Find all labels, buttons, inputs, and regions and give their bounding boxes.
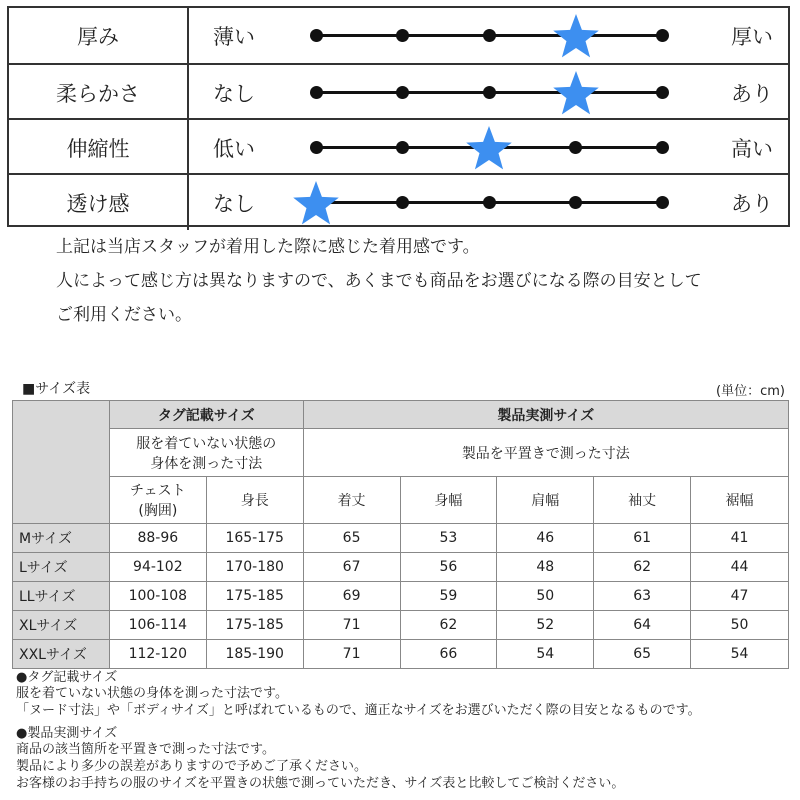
feel-label: 伸縮性 [9, 120, 189, 175]
col-length: 着丈 [303, 477, 400, 524]
measure-value: 71 [303, 611, 400, 640]
height-value: 175-185 [206, 582, 303, 611]
measure-value: 53 [400, 524, 497, 553]
measure-value: 50 [497, 582, 594, 611]
note-line-1: 上記は当店スタッフが着用した際に感じた着用感です。 [56, 237, 480, 257]
col-hem: 裾幅 [691, 477, 789, 524]
measure-value: 62 [400, 611, 497, 640]
feel-right-label: あり [731, 191, 773, 216]
measure-value: 62 [594, 553, 691, 582]
group-tag-header: タグ記載サイズ [109, 401, 303, 429]
footnote-line: 商品の該当箇所を平置きで測った寸法です。 [16, 742, 275, 757]
height-value: 185-190 [206, 640, 303, 669]
chest-value: 94-102 [109, 553, 206, 582]
size-table-title: ■サイズ表 [22, 381, 91, 397]
measure-value: 50 [691, 611, 789, 640]
feel-label: 透け感 [9, 175, 189, 230]
chest-value: 106-114 [109, 611, 206, 640]
scale-dot [396, 29, 409, 42]
measure-value: 65 [303, 524, 400, 553]
height-value: 170-180 [206, 553, 303, 582]
col-body-width: 身幅 [400, 477, 497, 524]
footnote-line: ●タグ記載サイズ [16, 670, 118, 685]
scale-dot [310, 86, 323, 99]
table-row [13, 553, 789, 582]
scale-dot [569, 141, 582, 154]
size-table [12, 400, 789, 669]
size-label: XXLサイズ [13, 640, 110, 669]
table-row [13, 611, 789, 640]
col-sleeve: 袖丈 [594, 477, 691, 524]
measure-value: 56 [400, 553, 497, 582]
rating-star-icon [465, 124, 513, 172]
scale-dot [483, 29, 496, 42]
measure-value: 46 [497, 524, 594, 553]
measure-value: 65 [594, 640, 691, 669]
measure-value: 47 [691, 582, 789, 611]
scale-dot [569, 196, 582, 209]
size-label: LLサイズ [13, 582, 110, 611]
tag-desc-line-1: 服を着ていない状態の [136, 435, 277, 452]
scale-dot [483, 86, 496, 99]
footnote-line: 「ヌード寸法」や「ボディサイズ」と呼ばれているもので、適正なサイズをお選びいただく際の目安となるものです。 [16, 703, 701, 718]
measure-value: 59 [400, 582, 497, 611]
feel-table [7, 6, 790, 227]
unit-label: (単位：cm) [716, 384, 785, 399]
table-row [13, 640, 789, 669]
size-label: XLサイズ [13, 611, 110, 640]
measure-value: 44 [691, 553, 789, 582]
scale-dot [396, 196, 409, 209]
footnote-line: 服を着ていない状態の身体を測った寸法です。 [16, 686, 288, 701]
col-chest-line-2: (胸囲) [138, 503, 178, 519]
tag-desc-line-2: 身体を測った寸法 [150, 455, 263, 472]
size-label: Lサイズ [13, 553, 110, 582]
rating-star-icon [292, 179, 340, 227]
feel-row [9, 173, 788, 230]
measure-value: 63 [594, 582, 691, 611]
feel-left-label: 低い [213, 136, 255, 161]
measure-value: 71 [303, 640, 400, 669]
footnote-line: 製品により多少の誤差がありますので予めご了承ください。 [16, 759, 368, 774]
height-value: 175-185 [206, 611, 303, 640]
scale-dot [656, 196, 669, 209]
scale-dot [656, 141, 669, 154]
actual-desc: 製品を平置きで測った寸法 [303, 429, 788, 477]
corner-cell [13, 401, 110, 524]
feel-label: 厚み [9, 8, 189, 63]
rating-star-icon [552, 12, 600, 60]
feel-right-label: あり [731, 81, 773, 106]
scale-dot [310, 141, 323, 154]
feel-row [9, 8, 788, 63]
feel-left-label: なし [213, 81, 255, 106]
rating-star-icon [552, 69, 600, 117]
feel-right-label: 高い [731, 136, 773, 161]
tag-desc [109, 429, 303, 477]
chest-value: 88-96 [109, 524, 206, 553]
chest-value: 100-108 [109, 582, 206, 611]
measure-value: 67 [303, 553, 400, 582]
measure-value: 52 [497, 611, 594, 640]
measure-value: 61 [594, 524, 691, 553]
scale-dot [656, 86, 669, 99]
footnote-line: ●製品実測サイズ [16, 726, 118, 741]
col-shoulder: 肩幅 [497, 477, 594, 524]
table-row [13, 582, 789, 611]
height-value: 165-175 [206, 524, 303, 553]
scale-dot [396, 141, 409, 154]
feel-row [9, 118, 788, 175]
size-label: Mサイズ [13, 524, 110, 553]
measure-value: 54 [497, 640, 594, 669]
scale-dot [483, 196, 496, 209]
scale-dot [396, 86, 409, 99]
measure-value: 69 [303, 582, 400, 611]
feel-label: 柔らかさ [9, 65, 189, 120]
scale-dot [310, 29, 323, 42]
measure-value: 54 [691, 640, 789, 669]
measure-value: 64 [594, 611, 691, 640]
scale-dot [656, 29, 669, 42]
measure-value: 41 [691, 524, 789, 553]
note-line-2: 人によって感じ方は異なりますので、あくまでも商品をお選びになる際の目安として [56, 271, 702, 291]
feel-row [9, 63, 788, 120]
note-line-3: ご利用ください。 [56, 305, 192, 325]
feel-left-label: 薄い [213, 24, 255, 49]
measure-value: 48 [497, 553, 594, 582]
measure-value: 66 [400, 640, 497, 669]
group-actual-header: 製品実測サイズ [303, 401, 788, 429]
col-chest [109, 477, 206, 524]
footnote-line: お客様のお手持ちの服のサイズを平置きの状態で測っていただき、サイズ表と比較してご検討ください。 [16, 776, 625, 791]
chest-value: 112-120 [109, 640, 206, 669]
col-height: 身長 [206, 477, 303, 524]
table-row [13, 524, 789, 553]
feel-left-label: なし [213, 191, 255, 216]
feel-right-label: 厚い [731, 24, 773, 49]
col-chest-line-1: チェスト [130, 483, 186, 499]
